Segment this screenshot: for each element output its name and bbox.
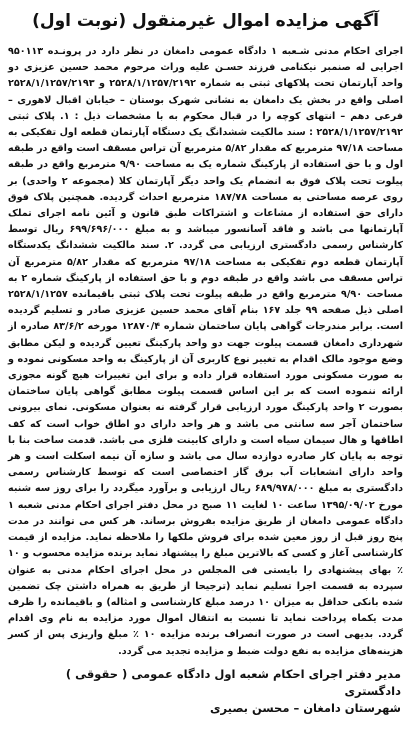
signature-line-1: مدیر دفتر اجرای احکام شعبه اول دادگاه عمومی ( حقوقی ) دادگستری — [65, 666, 401, 698]
notice-body: اجرای احکام مدنی شـعبه ۱ دادگاه عمومی دامغان در نظر دارد در پرونـده ۹۵۰۱۱۳ اجرایی له صنمبر نیکنامی فرزند حسـن علیه وراث مرحوم محمد حسین عزیزی دو واحد آپارتمان تحت پلاکهای ثبتی به شماره ۲۵۲۸/۱/۱۲۵۷/۲۱۹۲ و ۲۵۲۸/۱/۱۲۵۷/۲۱۹۳ اصلی واقع در بخش یک دامغان به نشانی شهرک بوستان – خیابان اقبال لاهوری – فرعی دهم – انتهای کوچه را در قبال محکوم به با مشخصات ذیل : ۱. پلاک ثبتی ۲۵۲۸/۱/۱۲۵۷/۲۱۹۲ : سند مالکیت ششدانگ یک دستگاه آپارتمان قطعه اول تفکیکی به مساحت ۹۷/۱۸ مترمربع که مقدار ۵/۸۲ مترمربع آن تراس مسقف است واقع در طبقه اول و با حق استفاده از پارکینگ شماره یک به مساحت ۹/۹۰ مترمربع واقع در طبقه پیلوت تحت پلاک فوق به انضمام یک واحد دیگر آپارتمان کلا (مجموعه ۲ واحدی) بر روی عرصه مساحتی به مساحت ۱۸۷/۷۸ مترمربع احداث گردیده. همچنین پلاک فوق دارای حق استفاده از مشاعات و اشتراکات طبق قانون و آئین نامه اجرای تملک آپارتمانها می باشد و فاقد آسانسور میباشد و به مبلغ ۶۹۹/۶۹۶/۰۰۰ ریال توسط کارشناس رسمی دادگستری ارزیابی می گردد. ۲. سند مالکیت ششدانگ یکدستگاه آپارتمان قطعه دوم تفکیکی به مساحت ۹۷/۱۸ مترمربع که مقدار ۵/۸۲ مترمربع آن تراس مسقف می باشد واقع در طبقه دوم و با حق استفاده از پارکینگ شماره ۲ به مساحت ۹/۹۰ مترمربع واقع در طبقه پیلوت تحت پلاک ثبتی باقیمانده ۲۵۲۸/۱/۱۲۵۷ اصلی ذیل صفحه ۹۹ جلد ۱۶۷ بنام آقای محمد حسین عزیزی صادر و تسلیم گردیده است. برابر مندرجات گواهی پایان ساختمان شماره ۱۲۸۷۰/۴ مورخه ۸۳/۶/۲ صادره از شهرداری دامغان قسمت پیلوت جهت دو واحد پارکینگ تعیین گردیده و لیکن مطابق وضع موجود مالک اقدام به تغییر نوع کاربری آن از پارکینگ به واحد مسکونی نموده و به صورت مسکونی مورد استفاده قرار داده و برای این تغییرات هیچ گونه مجوزی ارائه ننموده است که بر این اساس قسمت پیلوت مطابق گواهی پایان ساختمان بصورت ۲ واحد پارکینگ مورد ارزیابی قرار گرفته نه بعنوان مسکونی. نمای بیرونی ساختمان آجر سه سانتی می باشد و هر واحد دارای دو اطاق خواب است که کف اطاقها و هال سیمان سیاه است و دارای کابینت فلزی می باشد. قدمت ساخت بنا با توجه به پایان کار صادره دوازده سال می باشد و سازه آن نیمه اسکلت است و هر واحد دارای انشعابات آب برق گاز اختصاصی است که توسط کارشناس رسمی دادگستری به مبلغ ۶۸۹/۹۷۸/۰۰۰ ریال ارزیابی و برآورد میگردد را برای روز سه شنبه مورخ ۱۳۹۵/۰۹/۰۲ ساعت ۱۰ لغایت ۱۱ صبح در محل دفتر اجرای احکام مدنی شعبه ۱ دادگاه عمومی دامغان از طریق مزایده بفروش برساند. هر کس می توانند در مدت پنج روز قبل از روز معین شده برای فروش ملکها را ملاحظه نماید. مزایده از قیمت کارشناسی آغاز و کسی که بالاترین مبلغ را پیشنهاد نماید برنده مزایده محسوب و ۱۰ ٪ بهای پیشنهادی را بایستی فی المجلس در محل اجرای احکام مدنی به عنوان سپرده به قسمت اجرا تسلیم نماید (ترجیحا از طریق به همراه داشتن چک تضمین شده بانکی حداقل به میزان ۱۰ درصد مبلغ کارشناسی و امثاله) و باقیمانده را ظرف مدت یکماه پرداخت نماید تا نسبت به انتقال اموال مورد مزایده به نام وی اقدام گردد. بدیهی است در صورت انصراف برنده مزایده ۱۰ ٪ مبلغ واریزی پس از کسر هزینه‌های مزایده به نفع دولت ضبط و مزایده تجدید می گردد. — [8, 46, 404, 657]
signature-line-2: شهرستان دامغان – محسن بصیری — [209, 700, 401, 715]
notice-title: آگهی مزایده اموال غیرمنقول (نوبت اول) — [32, 11, 379, 31]
notice-signature — [6, 666, 405, 717]
